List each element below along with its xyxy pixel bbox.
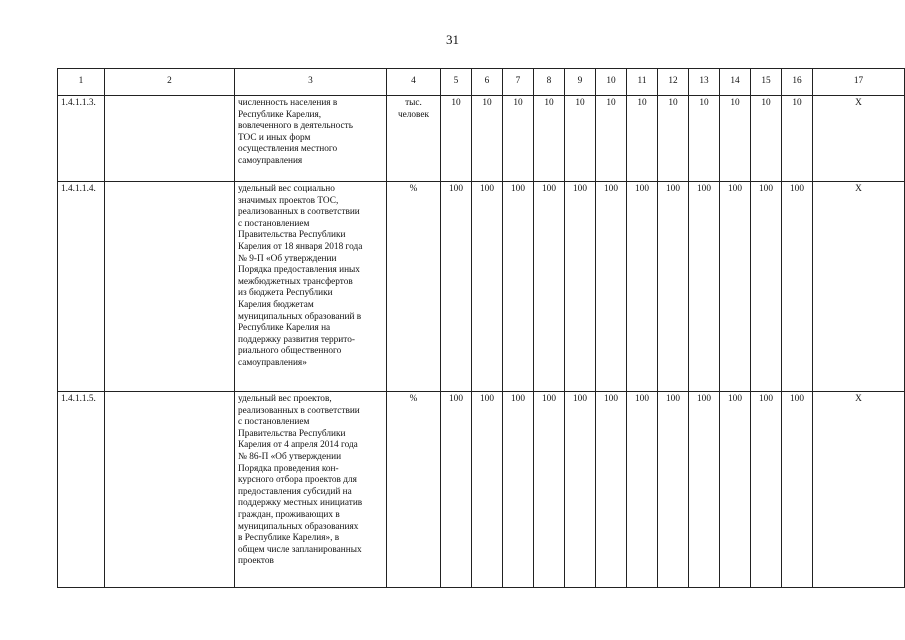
- indicator-table: [57, 68, 905, 588]
- year-value-cell: 100: [503, 182, 534, 392]
- column-number-header: 10: [596, 69, 627, 96]
- column-number-header: 16: [782, 69, 813, 96]
- column-number-header: 5: [441, 69, 472, 96]
- column-17-cell: X: [813, 392, 905, 588]
- description-line: общем числе запланированных: [238, 544, 362, 555]
- description-line: самоуправления»: [238, 357, 307, 368]
- description-line: с постановлением: [238, 417, 310, 428]
- year-value-cell: 100: [503, 392, 534, 588]
- description-line: ТОС и иных форм: [238, 132, 311, 143]
- description-line: поддержку местных инициатив: [238, 498, 363, 509]
- description-line: реализованных в соответствии: [238, 207, 360, 218]
- column-number-header: 8: [534, 69, 565, 96]
- column-number-header: 11: [627, 69, 658, 96]
- year-value-cell: 10: [689, 96, 720, 182]
- column-number-header: 7: [503, 69, 534, 96]
- description-line: удельный вес социально: [238, 184, 335, 194]
- description-line: значимых проектов ТОС,: [238, 195, 339, 206]
- description-line: Порядка предоставления иных: [238, 265, 360, 276]
- year-value-cell: 10: [627, 96, 658, 182]
- description-line: Карелия от 4 апреля 2014 года: [238, 440, 358, 451]
- year-value-cell: 100: [441, 392, 472, 588]
- year-value-cell: 100: [658, 392, 689, 588]
- year-value-cell: 100: [596, 392, 627, 588]
- year-value-cell: 10: [534, 96, 565, 182]
- year-value-cell: 100: [565, 392, 596, 588]
- indicator-code: 1.4.1.1.5.: [58, 392, 105, 588]
- page-number: 31: [446, 32, 459, 47]
- description-line: межбюджетных трансфертов: [238, 276, 353, 287]
- unit-of-measure: [387, 392, 441, 588]
- year-value-cell: 10: [503, 96, 534, 182]
- year-value-cell: 100: [689, 392, 720, 588]
- description-line: граждан, проживающих в: [238, 509, 340, 520]
- year-value-cell: 100: [689, 182, 720, 392]
- description-line: в Республике Карелия», в: [238, 533, 340, 544]
- description-line: поддержку развития террито-: [238, 334, 355, 345]
- unit-line: тыс.: [405, 98, 422, 108]
- table-row: [58, 96, 905, 182]
- indicator-code: 1.4.1.1.4.: [58, 182, 105, 392]
- description-line: Правительства Республики: [238, 428, 346, 439]
- year-value-cell: 10: [720, 96, 751, 182]
- description-line: проектов: [238, 556, 274, 567]
- description-line: риального общественного: [238, 346, 342, 357]
- indicator-code: 1.4.1.1.3.: [58, 96, 105, 182]
- unit-line: человек: [397, 109, 430, 120]
- unit-line: %: [409, 394, 418, 404]
- column-number-header: 15: [751, 69, 782, 96]
- description-line: Карелия бюджетам: [238, 299, 314, 310]
- description-line: из бюджета Республики: [238, 288, 333, 299]
- unit-of-measure: [387, 182, 441, 392]
- description-line: Республике Карелия,: [238, 109, 322, 120]
- year-value-cell: 10: [472, 96, 503, 182]
- year-value-cell: 100: [720, 392, 751, 588]
- table-row: [58, 392, 905, 588]
- year-value-cell: 100: [720, 182, 751, 392]
- description-line: реализованных в соответствии: [238, 405, 360, 416]
- year-value-cell: 10: [751, 96, 782, 182]
- year-value-cell: 100: [782, 392, 813, 588]
- column-number-header: 13: [689, 69, 720, 96]
- year-value-cell: 10: [782, 96, 813, 182]
- description-line: вовлеченного в деятельность: [238, 121, 353, 132]
- column-number-header: 1: [58, 69, 105, 96]
- description-line: № 86-П «Об утверждении: [238, 451, 342, 462]
- column-number-header: 14: [720, 69, 751, 96]
- year-value-cell: 100: [751, 182, 782, 392]
- description-line: Республике Карелия на: [238, 323, 331, 334]
- indicator-description: [235, 182, 387, 392]
- year-value-cell: 100: [782, 182, 813, 392]
- column-number-header: 2: [105, 69, 235, 96]
- column-2-cell: [105, 182, 235, 392]
- column-2-cell: [105, 392, 235, 588]
- description-line: муниципальных образованиях: [238, 521, 359, 532]
- description-line: Правительства Республики: [238, 230, 346, 241]
- year-value-cell: 100: [627, 392, 658, 588]
- column-number-header: 6: [472, 69, 503, 96]
- column-2-cell: [105, 96, 235, 182]
- column-number-header: 4: [387, 69, 441, 96]
- year-value-cell: 100: [534, 392, 565, 588]
- description-line: курсного отбора проектов для: [238, 475, 357, 486]
- year-value-cell: 100: [472, 182, 503, 392]
- column-number-header: 9: [565, 69, 596, 96]
- description-line: самоуправления: [238, 155, 303, 166]
- year-value-cell: 100: [441, 182, 472, 392]
- description-line: удельный вес проектов,: [238, 394, 332, 404]
- description-line: предоставления субсидий на: [238, 486, 352, 497]
- description-line: с постановлением: [238, 218, 310, 229]
- description-line: муниципальных образований в: [238, 311, 362, 322]
- column-number-header: 12: [658, 69, 689, 96]
- column-17-cell: X: [813, 182, 905, 392]
- indicator-description: [235, 392, 387, 588]
- table-header-row: [58, 69, 905, 96]
- description-line: № 9-П «Об утверждении: [238, 253, 337, 264]
- description-line: осуществления местного: [238, 144, 338, 155]
- column-number-header: 3: [235, 69, 387, 96]
- description-line: Порядка проведения кон-: [238, 463, 339, 474]
- unit-of-measure: [387, 96, 441, 182]
- year-value-cell: 10: [596, 96, 627, 182]
- year-value-cell: 10: [441, 96, 472, 182]
- year-value-cell: 100: [596, 182, 627, 392]
- year-value-cell: 100: [472, 392, 503, 588]
- column-17-cell: X: [813, 96, 905, 182]
- year-value-cell: 10: [565, 96, 596, 182]
- indicator-description: [235, 96, 387, 182]
- description-line: Карелия от 18 января 2018 года: [238, 241, 363, 252]
- year-value-cell: 100: [658, 182, 689, 392]
- year-value-cell: 100: [627, 182, 658, 392]
- year-value-cell: 100: [534, 182, 565, 392]
- column-number-header: 17: [813, 69, 905, 96]
- table-row: [58, 182, 905, 392]
- description-line: численность населения в: [238, 98, 338, 108]
- year-value-cell: 100: [751, 392, 782, 588]
- unit-line: %: [409, 184, 418, 194]
- year-value-cell: 100: [565, 182, 596, 392]
- year-value-cell: 10: [658, 96, 689, 182]
